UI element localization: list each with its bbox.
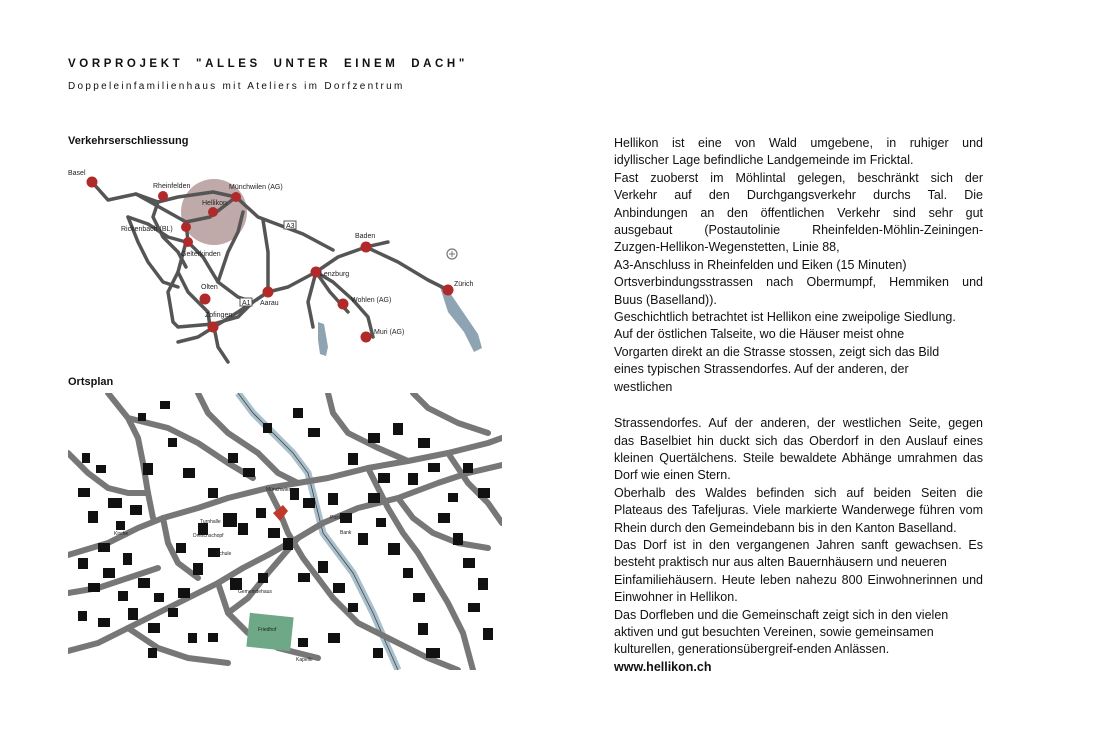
traffic-map xyxy=(68,162,488,370)
label-basel: Basel xyxy=(68,170,86,177)
town-dot-olten xyxy=(200,294,211,305)
text-line: Dorf wie einen Stern. xyxy=(614,468,731,483)
label-gelterkinden: Gelterkinden xyxy=(181,251,221,258)
label-baden: Baden xyxy=(355,233,376,240)
plan-label-kapelle: Kapelle xyxy=(296,657,313,663)
lake-zurich xyxy=(440,287,482,352)
plan-label-friedhof: Friedhof xyxy=(258,627,277,633)
town-dot-basel xyxy=(87,177,98,188)
text-line: idyllischer Lage befindliche Landgemeinde im Fricktal. xyxy=(614,153,914,168)
town-dot-hellikon xyxy=(208,207,218,217)
text-line: Verkehr auf den Durchgangsverkehr durchs Tal. Die xyxy=(614,188,983,203)
page-title: VORPROJEKT "ALLES UNTER EINEM DACH" xyxy=(68,58,468,70)
description-part-2 xyxy=(614,415,983,659)
label-rheinfelden: Rheinfelden xyxy=(153,183,191,190)
village-plan xyxy=(68,393,502,670)
text-line: kleinen Quertälchens. Steile bewaldete Abhänge umrahmen das xyxy=(614,450,983,465)
text-line: Das Dorf ist in den vergangenen Jahren sanft gewachsen. Es xyxy=(614,537,983,552)
text-line: Plateaus des Tafeljuras. Viele markierte Wanderwege führen vom xyxy=(614,503,983,518)
label-zofingen: Zofingen xyxy=(205,312,233,319)
motorway-a1-sign: A1 xyxy=(242,300,251,307)
text-line: Fast zuoberst im Möhlintal gelegen, beschränkt sich der xyxy=(614,170,983,185)
label-olten: Olten xyxy=(201,284,218,291)
label-hellikon: Hellikon xyxy=(202,200,227,207)
town-dot-rickenbach xyxy=(181,222,191,232)
text-line: Zuzgen-Hellikon-Wegenstetten, Linie 88, xyxy=(614,240,840,255)
label-zuerich: Zürich xyxy=(454,281,474,288)
text-line: Das Dorfleben und die Gemeinschaft zeigt sich in den vielen xyxy=(614,607,949,622)
plan-label-muenchwies: Münchwies xyxy=(266,487,292,493)
text-line: Strassendorfes. Auf der anderen, der westlichen Seite, gegen xyxy=(614,416,983,431)
website-link[interactable]: www.hellikon.ch xyxy=(614,659,712,674)
text-line: Vorgarten direkt an die Strasse stossen, zeigt sich das Bild xyxy=(614,344,940,359)
text-line: Hellikon ist eine von Wald umgebene, in ruhiger und xyxy=(614,136,983,150)
town-dot-muenchwilen xyxy=(231,192,241,202)
text-line: Einfamiliehäusern. Heute leben nahezu 800 Einwohnerinnen und xyxy=(614,572,983,587)
text-line: Oberhalb des Waldes befinden sich auf beiden Seiten die xyxy=(614,485,983,500)
town-dot-baden xyxy=(361,242,372,253)
plan-label-schule: Schule xyxy=(216,551,232,557)
description-part-1 xyxy=(614,135,983,396)
plan-label-kirche: Kirche xyxy=(114,531,129,537)
text-line: Rhein durch den Gemeindebann bis in den Kanton Baselland. xyxy=(614,520,957,535)
plan-label-turnhalle: Turnhalle xyxy=(200,519,221,525)
text-line: aktiven und gut besuchten Vereinen, sowie gemeinsamen xyxy=(614,624,934,639)
text-line: westlichen xyxy=(614,379,673,394)
traffic-section-label: Verkehrserschliessung xyxy=(68,135,189,147)
text-line: Geschichtlich betrachtet ist Hellikon eine zweipolige Siedlung. xyxy=(614,310,956,325)
label-lenzburg: Lenzburg xyxy=(320,271,350,278)
town-dot-zuerich xyxy=(443,285,454,296)
plan-label-post: Post xyxy=(330,515,341,521)
label-rickenbach: Rickenbach (BL) xyxy=(121,226,173,233)
text-line: eines typischen Strassendorfes. Auf der anderen, der xyxy=(614,362,909,377)
text-line: Auf der östlichen Talseite, wo die Häuser meist ohne xyxy=(614,327,905,342)
motorway-a3-sign: A3 xyxy=(286,223,295,230)
text-line: kulturellen, generationsübergreif-enden Anlässen. xyxy=(614,642,890,657)
town-dot-zofingen xyxy=(208,322,219,333)
plan-section-label: Ortsplan xyxy=(68,376,114,388)
text-line: besteht praktisch nur aus alten Bauernhäusern und neueren xyxy=(614,555,947,570)
text-line: Ortsverbindungsstrassen nach Obermumpf, Hemmiken und xyxy=(614,275,983,290)
plan-label-gemeindehaus: Gemeindehaus xyxy=(238,589,272,595)
text-line: Anbindungen an den öffentlichen Verkehr sind sehr gut xyxy=(614,205,983,220)
town-dot-gelterkinden xyxy=(183,237,193,247)
lake-hallwil xyxy=(318,322,328,356)
plan-label-bank: Bank xyxy=(340,530,352,536)
town-dot-aarau xyxy=(263,287,274,298)
label-muri: Muri (AG) xyxy=(374,329,405,336)
town-dot-wohlen xyxy=(338,299,349,310)
town-dot-rheinfelden xyxy=(158,191,168,201)
text-line: Einwohner in Hellikon. xyxy=(614,590,738,605)
text-line: ausgebaut (Postautolinie Rheinfelden-Möhlin-Zeiningen- xyxy=(614,223,983,238)
plan-label-dreschschopf: Dreschschopf xyxy=(193,533,224,539)
label-aarau: Aarau xyxy=(260,300,279,307)
page-subtitle: Doppeleinfamilienhaus mit Ateliers im Dorfzentrum xyxy=(68,81,405,92)
label-wohlen: Wohlen (AG) xyxy=(351,297,392,304)
text-line: Buus (Baselland)). xyxy=(614,292,717,307)
description-text xyxy=(614,135,983,676)
label-muenchwilen: Münchwilen (AG) xyxy=(229,184,283,191)
text-line: A3-Anschluss in Rheinfelden und Eiken (15 Minuten) xyxy=(614,257,907,272)
text-line: das Baselbiet hin duckt sich das Oberdorf in den Auslauf eines xyxy=(614,433,983,448)
town-dot-muri xyxy=(361,332,372,343)
